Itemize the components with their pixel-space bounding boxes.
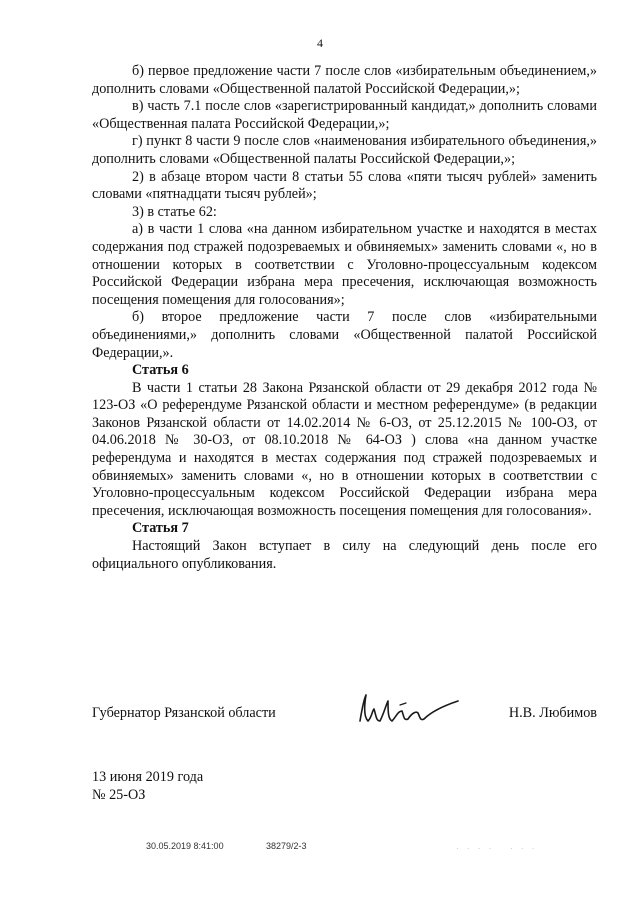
governor-title: Губернатор Рязанской области <box>92 705 276 721</box>
paragraph-3a: а) в части 1 слова «на данном избирательном участке и находятся в местах содержания под стражей подозреваемых и обвиняемых» заменить словами «, но в отношении которых в соответствии с Уголовно-процессуальным кодексом Российской Федерации избрана мера пресечения, исключающая возможность посещения помещения для голосования»; <box>92 221 597 308</box>
paragraph-g: г) пункт 8 части 9 после слов «наименования избирательного объединения,» дополнить словами «Общественной палаты Российской Федерации,»; <box>92 133 597 167</box>
governor-name: Н.В. Любимов <box>508 705 597 721</box>
signing-date: 13 июня 2019 года <box>92 769 204 785</box>
date-block <box>92 768 203 804</box>
document-body <box>92 63 597 573</box>
article-7-text: Настоящий Закон вступает в силу на следующий день после его официального опубликования. <box>92 538 597 572</box>
article-6-text: В части 1 статьи 28 Закона Рязанской области от 29 декабря 2012 года № 123-ОЗ «О референдуме Рязанской области и местном референдуме» (в редакции Законов Рязанской области от 14.02.2014 № 6-ОЗ, от 25.12.2015 № 100-ОЗ, от 04.06.2018 № 30-ОЗ, от 08.10.2018 № 64-ОЗ ) слова «на данном участке референдума и находятся в местах содержания под стражей подозреваемых и обвиняемых» заменить словами «, но в отношении которых в соответствии с Уголовно-процессуальным кодексом Российской Федерации избрана мера пресечения, исключающая возможность посещения помещения для голосования». <box>92 379 597 519</box>
handwritten-signature <box>354 691 464 731</box>
footer-timestamp: 30.05.2019 8:41:00 <box>146 841 224 851</box>
paragraph-3: 3) в статье 62: <box>132 203 217 220</box>
footer-code: 38279/2-3 <box>266 841 307 851</box>
paragraph-v: в) часть 7.1 после слов «зарегистрированный кандидат,» дополнить словами «Общественная палата Российской Федерации,»; <box>92 98 597 132</box>
faint-dots-decoration: · · · · · · · <box>456 844 538 853</box>
paragraph-2: 2) в абзаце втором части 8 статьи 55 слова «пяти тысяч рублей» заменить словами «пятнадцати тысяч рублей»; <box>92 168 597 203</box>
law-number: № 25-ОЗ <box>92 787 146 803</box>
article-6-heading: Статья 6 <box>132 362 189 379</box>
paragraph-3b: б) второе предложение части 7 после слов «избирательными объединениями,» дополнить словами «Общественной палатой Российской Федерации,». <box>92 309 597 361</box>
article-7-heading: Статья 7 <box>132 520 189 537</box>
paragraph-b: б) первое предложение части 7 после слов «избирательным объединением,» дополнить словами «Общественной палатой Российской Федерации,»; <box>92 63 597 97</box>
page-number: 4 <box>317 36 323 50</box>
